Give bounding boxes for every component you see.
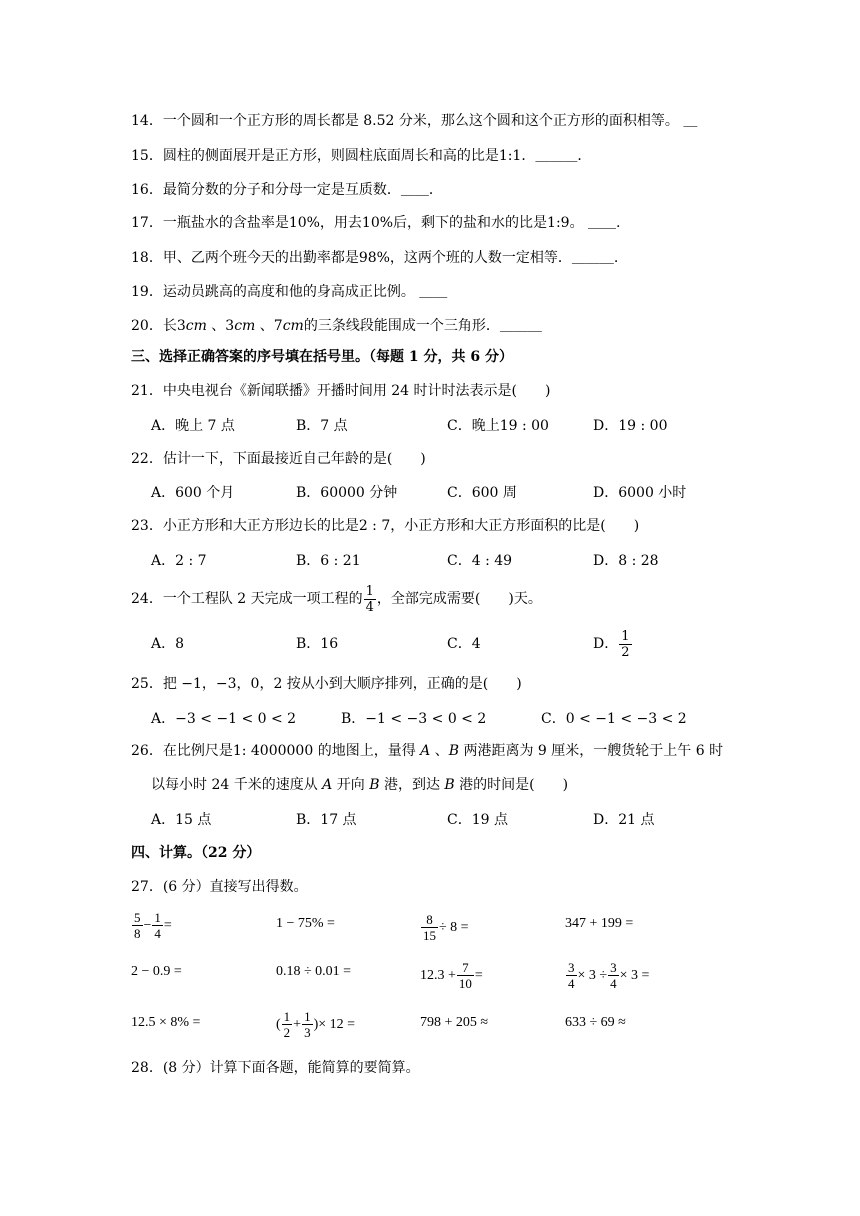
expression-mid: × 3 ÷ (577, 968, 608, 983)
question-23: 23．小正方形和大正方形边长的比是2 : 7，小正方形和大正方形面积的比是( ) (131, 518, 640, 534)
q20-unit-3: cm (282, 318, 304, 334)
numerator: 3 (568, 960, 575, 976)
q24-option-d-label: D． (593, 636, 619, 652)
q24-d-numerator: 1 (621, 628, 630, 644)
question-15: 15．圆柱的侧面展开是正方形，则圆柱底面周长和高的比是1:1．＿＿＿． (131, 148, 592, 164)
question-19: 19．运动员跳高的高度和他的身高成正比例。 ＿＿ (131, 284, 448, 300)
q26-port-a-1: A (420, 743, 431, 759)
denominator: 4 (610, 976, 617, 992)
denominator: 4 (568, 976, 575, 992)
denominator: 15 (423, 928, 436, 944)
q26-l1-a: 26．在比例尺是1: 4000000 的地图上，量得 (131, 743, 421, 759)
paren-open: ( (276, 1017, 281, 1032)
operator: + (293, 1017, 302, 1032)
calc-r3c1: 12.5 × 8% = (131, 1015, 201, 1030)
question-21: 21．中央电视台《新闻联播》开播时间用 24 时计时法表示是( ) (131, 383, 551, 399)
q24-option-d-fraction (619, 629, 631, 660)
denominator: 4 (154, 926, 161, 942)
numerator: 3 (610, 960, 617, 976)
q26-l2-c: 港，到达 (379, 777, 445, 793)
question-14: 14．一个圆和一个正方形的周长都是 8.52 分米，那么这个圆和这个正方形的面积相等。 ＿ (131, 113, 698, 129)
q26-option-c: C．19 点 (447, 812, 508, 828)
q22-option-d: D．6000 小时 (593, 485, 687, 501)
expression-end: )× 12 = (313, 1017, 356, 1032)
calc-r1c3 (420, 909, 469, 947)
denominator: 10 (458, 976, 472, 992)
q25-option-b: B．−1 < −3 < 0 < 2 (341, 711, 487, 727)
calc-r2c3-frac (457, 960, 474, 991)
calc-r1c3-frac (421, 912, 438, 943)
q24-frac-denominator: 4 (365, 599, 374, 615)
q24-frac-numerator: 1 (365, 583, 374, 599)
q22-option-a: A．600 个月 (151, 485, 235, 501)
q26-option-b: B．17 点 (296, 812, 357, 828)
numerator: 5 (134, 910, 141, 926)
equals: = (474, 968, 483, 983)
calc-r1c1 (131, 907, 172, 945)
q20-part-d: 的三条线段能围成一个三角形．＿＿＿ (303, 318, 542, 334)
question-16: 16．最简分数的分子和分母一定是互质数．＿＿． (131, 182, 443, 198)
calc-r3c2-frac-2 (302, 1009, 313, 1040)
q22-option-c: C．600 周 (447, 485, 517, 501)
q21-option-b: B．7 点 (296, 418, 348, 434)
calc-r1c1-frac-1 (132, 910, 143, 941)
q26-l2-b: 开向 (332, 777, 370, 793)
question-18: 18．甲、乙两个班今天的出勤率都是98%，这两个班的人数一定相等．＿＿＿. (131, 250, 619, 266)
q26-port-b-1: B (448, 743, 460, 759)
expression-end: × 3 = (619, 968, 650, 983)
q26-port-a-2: A (322, 777, 333, 793)
numerator: 1 (154, 910, 161, 926)
q21-option-d: D．19 : 00 (593, 418, 668, 434)
q20-unit-2: cm (234, 318, 256, 334)
calc-r2c4-frac-1 (566, 960, 577, 991)
q20-unit-1: cm (185, 318, 207, 334)
question-24 (131, 580, 542, 618)
question-20 (131, 316, 542, 336)
q24-option-c: C．4 (447, 636, 481, 652)
q23-option-a: A．2 : 7 (151, 553, 207, 569)
question-17: 17．一瓶盐水的含盐率是10%，用去10%后，剩下的盐和水的比是1:9。 ＿＿. (131, 215, 621, 231)
q24-stem-pre: 24．一个工程队 2 天完成一项工程的 (131, 591, 363, 607)
q24-fraction (364, 584, 376, 615)
q23-option-d: D．8 : 28 (593, 553, 659, 569)
denominator: 2 (283, 1025, 291, 1041)
q20-part-c: 、7 (255, 318, 283, 334)
q26-l1-c: 两港距离为 9 厘米，一艘货轮于上午 6 时 (459, 743, 724, 759)
question-25: 25．把 −1，−3，0，2 按从小到大顺序排列，正确的是( ) (131, 676, 522, 692)
numerator: 8 (421, 912, 438, 928)
numerator: 7 (457, 960, 474, 976)
q24-d-denominator: 2 (621, 644, 630, 660)
denominator: 3 (304, 1025, 311, 1041)
section-3-heading: 三、选择正确答案的序号填在括号里。（每题 1 分，共 6 分） (131, 349, 513, 365)
q23-option-c: C．4 : 49 (447, 553, 513, 569)
q20-part-a: 20．长3 (131, 318, 186, 334)
question-28: 28．(8 分）计算下面各题，能简算的要简算。 (131, 1060, 420, 1076)
calc-r3c4: 633 ÷ 69 ≈ (565, 1015, 626, 1030)
calc-r2c3 (420, 957, 483, 995)
q26-port-b-3: B (444, 777, 455, 793)
calc-r2c2: 0.18 ÷ 0.01 = (276, 964, 352, 979)
numerator: 1 (304, 1009, 311, 1025)
q21-option-a: A．晚上 7 点 (151, 418, 235, 434)
expression-pre: 12.3 + (420, 968, 456, 983)
q24-option-b: B．16 (296, 636, 339, 652)
calc-r3c2 (276, 1006, 355, 1044)
question-27: 27．(6 分）直接写出得数。 (131, 879, 308, 895)
q23-option-b: B．6 : 21 (296, 553, 361, 569)
q20-part-b: 、3 (206, 318, 235, 334)
calc-r1c2: 1 − 75% = (276, 916, 335, 931)
q25-option-a: A．−3 < −1 < 0 < 2 (151, 711, 297, 727)
q26-port-b-2: B (369, 777, 380, 793)
q24-stem-post: ，全部完成需要( )天。 (376, 591, 542, 607)
q24-option-a: A．8 (151, 636, 185, 652)
q24-option-d (593, 625, 633, 663)
operator: − (143, 918, 152, 933)
calc-r3c3: 798 + 205 ≈ (420, 1015, 489, 1030)
q21-option-c: C．晚上19 : 00 (447, 418, 549, 434)
q26-option-a: A．15 点 (151, 812, 212, 828)
question-22: 22．估计一下，下面最接近自己年龄的是( ) (131, 451, 426, 467)
q26-l1-b: 、 (430, 743, 449, 759)
equals: = (163, 918, 172, 933)
q22-option-b: B．60000 分钟 (296, 485, 398, 501)
calc-r2c4 (565, 957, 649, 995)
q26-option-d: D．21 点 (593, 812, 655, 828)
calc-r1c1-frac-2 (152, 910, 163, 941)
calc-r2c4-frac-2 (608, 960, 619, 991)
question-26-line-2 (151, 775, 568, 795)
section-4-heading: 四、计算。（22 分） (131, 845, 261, 861)
calc-r1c4: 347 + 199 = (565, 916, 634, 931)
q26-l2-a: 以每小时 24 千米的速度从 (151, 777, 323, 793)
calc-r3c2-frac-1 (282, 1009, 293, 1040)
question-26-line-1 (131, 741, 723, 761)
calc-r2c1: 2 − 0.9 = (131, 964, 182, 979)
q26-l2-d: 港的时间是( ) (454, 777, 569, 793)
denominator: 8 (134, 926, 141, 942)
q25-option-c: C．0 < −1 < −3 < 2 (541, 711, 687, 727)
numerator: 1 (283, 1009, 291, 1025)
expression-rest: ÷ 8 = (439, 920, 469, 935)
